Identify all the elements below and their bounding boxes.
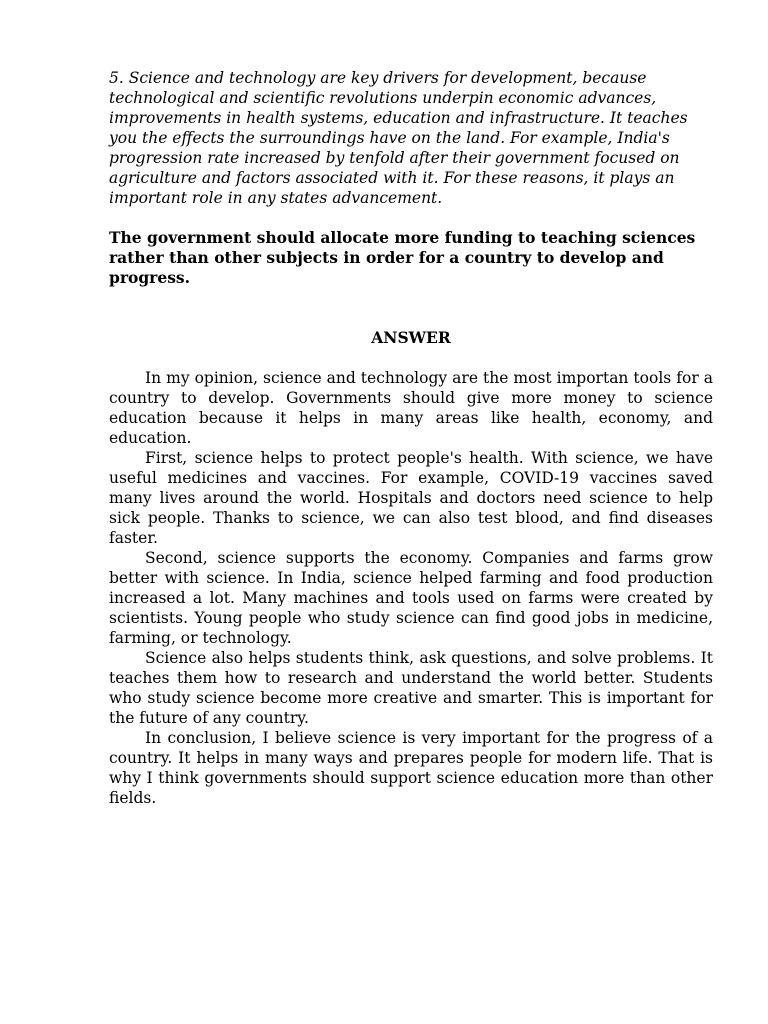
document-page <box>109 68 713 808</box>
essay-prompt: The government should allocate more funding to teaching sciences rather than other subjects in order for a country to develop and progress. <box>109 228 696 287</box>
answer-paragraph-intro: In my opinion, science and technology are the most importan tools for a country to develop. Governments should give more money to science education because it helps in many areas like health, economy, and education. <box>109 369 713 447</box>
answer-paragraph-health: First, science helps to protect people's health. With science, we have useful medicines and vaccines. For example, COVID-19 vaccines saved many lives around the world. Hospitals and doctors need science to help sick people. Thanks to science, we can also test blood, and find diseases faster. <box>109 449 713 547</box>
answer-heading: ANSWER <box>371 328 451 347</box>
answer-body <box>109 368 713 808</box>
answer-paragraph-thinking: Science also helps students think, ask questions, and solve problems. It teaches them how to research and understand the world better. Students who study science become more creative and smarter. This is important for the future of any country. <box>109 649 713 727</box>
answer-paragraph-conclusion: In conclusion, I believe science is very important for the progress of a country. It helps in many ways and prepares people for modern life. That is why I think governments should support science education more than other fields. <box>109 729 713 807</box>
answer-paragraph-economy: Second, science supports the economy. Companies and farms grow better with science. In India, science helped farming and food production increased a lot. Many machines and tools used on farms were created by scientists. Young people who study science can find good jobs in medicine, farming, or technology. <box>109 549 713 647</box>
intro-paragraph: 5. Science and technology are key drivers for development, because technological and scientific revolutions underpin economic advances, improvements in health systems, education and infrastructure. It teaches you the effects the surroundings have on the land. For example, India's progression rate increased by tenfold after their government focused on agriculture and factors associated with it. For these reasons, it plays an important role in any states advancement. <box>109 69 688 207</box>
